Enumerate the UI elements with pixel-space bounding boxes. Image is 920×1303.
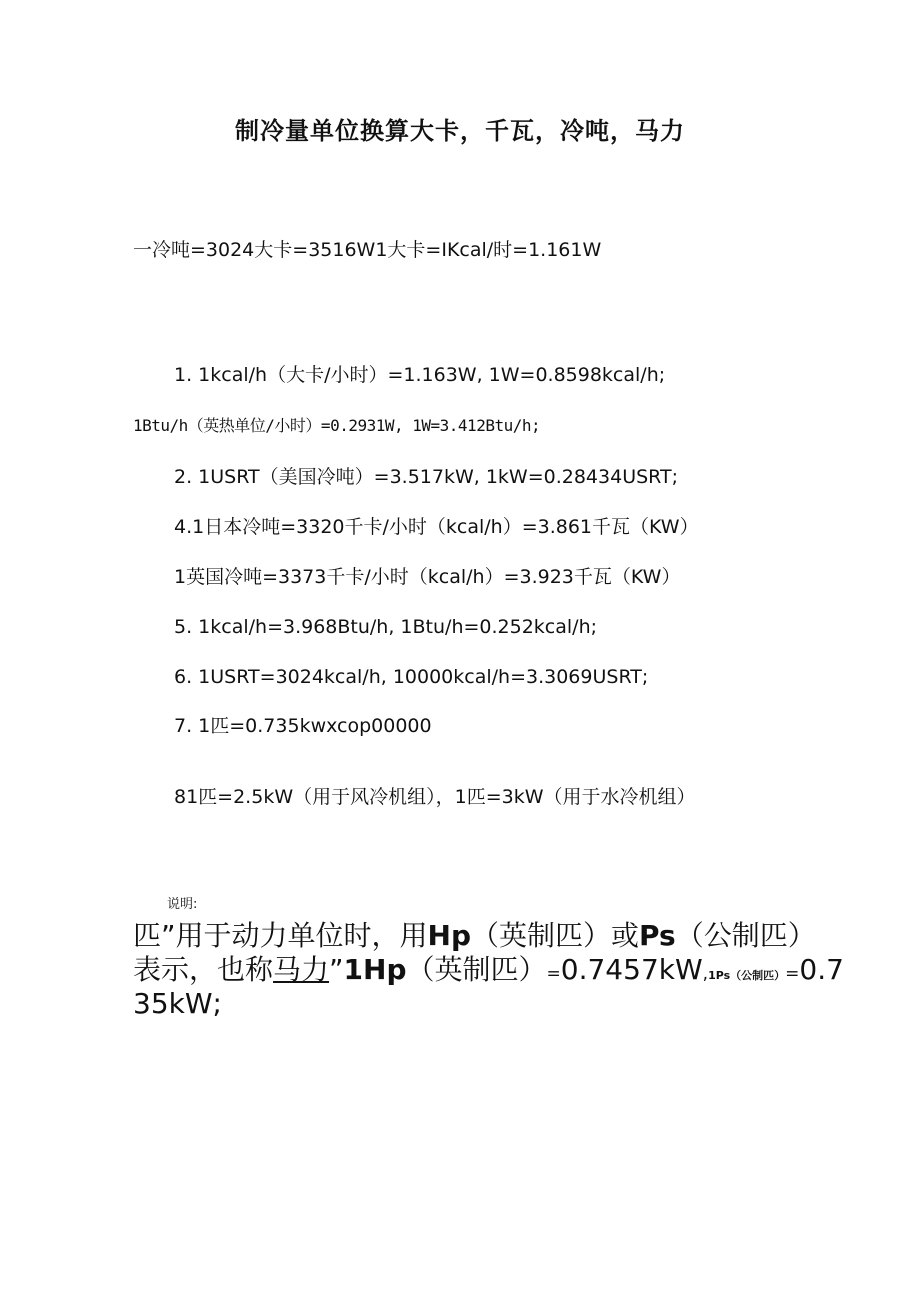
- note-text: 匹”用于动力单位时，用: [133, 919, 428, 952]
- note-paragraph-line-2: [133, 953, 844, 993]
- hp-kw-value: 0.7457kW: [560, 953, 703, 986]
- document-title: 制冷量单位换算大卡，千瓦，冷吨，马力: [235, 117, 685, 145]
- ps-term: Ps: [639, 919, 676, 952]
- equals-sign: =: [546, 964, 561, 984]
- horsepower-term: 马力: [273, 953, 330, 986]
- note-text: ”: [329, 953, 344, 986]
- hp-value-term: 1Hp: [343, 953, 407, 986]
- conversion-line-uk-ton: 1英国冷吨=3373千卡/小时（kcal/h）=3.923千瓦（KW）: [174, 566, 681, 588]
- conversion-line-7: 7. 1匹=0.735kwxcop00000: [174, 715, 432, 737]
- note-text: （英制匹）或: [471, 919, 640, 952]
- conversion-line-4: 4.1日本冷吨=3320千卡/小时（kcal/h）=3.861千瓦（KW）: [174, 516, 699, 538]
- hp-term: Hp: [427, 919, 471, 952]
- conversion-line-2: 2. 1USRT（美国冷吨）=3.517kW, 1kW=0.28434USRT;: [174, 466, 678, 488]
- conversion-line-1: 1. 1kcal/h（大卡/小时）=1.163W, 1W=0.8598kcal/h;: [174, 364, 666, 386]
- separator: ,: [702, 964, 709, 984]
- conversion-line-8: 81匹=2.5kW（用于风冷机组），1匹=3kW（用于水冷机组）: [174, 786, 696, 808]
- note-text: 表示，也称: [133, 953, 274, 986]
- conversion-line-6: 6. 1USRT=3024kcal/h, 10000kcal/h=3.3069USRT;: [174, 666, 649, 688]
- intro-line: 一冷吨=3024大卡=3516W1大卡=IKcal/时=1.161W: [133, 239, 602, 261]
- note-text: （英制匹）: [406, 953, 547, 986]
- conversion-line-5: 5. 1kcal/h=3.968Btu/h, 1Btu/h=0.252kcal/h;: [174, 616, 598, 638]
- ps-kw-value-start: 0.7: [799, 953, 844, 986]
- equals-sign: =: [785, 964, 800, 984]
- note-label: 说明:: [167, 897, 198, 912]
- note-paragraph-line-1: [133, 919, 816, 953]
- ps-kw-value-end: 35kW;: [133, 987, 222, 1020]
- conversion-line-btu: 1Btu/h（英热单位/小时）=0.2931W, 1W=3.412Btu/h;: [133, 416, 541, 435]
- ps-small-label: 1Ps（公制匹）: [708, 969, 786, 982]
- note-text: （公制匹）: [675, 919, 816, 952]
- note-paragraph-line-3: [133, 987, 222, 1021]
